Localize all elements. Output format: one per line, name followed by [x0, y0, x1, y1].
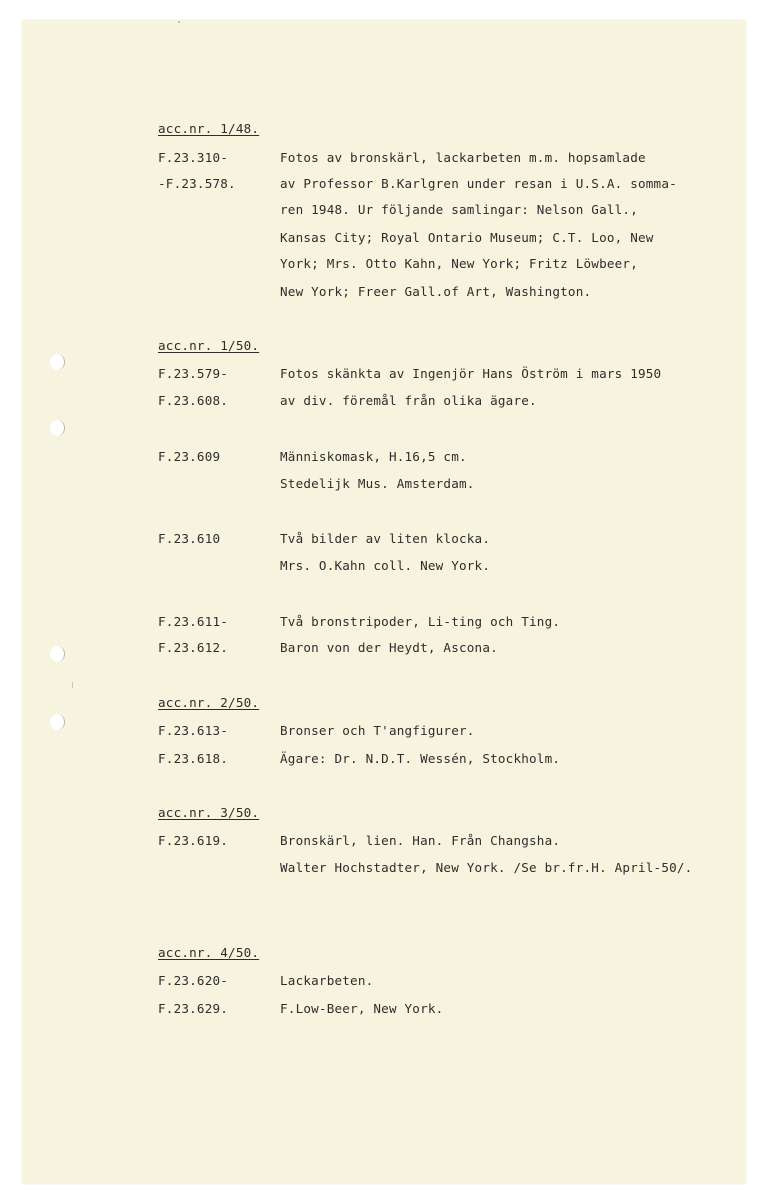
punch-hole — [50, 646, 65, 662]
description-line: ren 1948. Ur följande samlingar: Nelson Gall., — [280, 202, 638, 217]
paper-speck — [178, 21, 180, 23]
catalog-number: -F.23.578. — [158, 176, 236, 191]
catalog-number: F.23.611- — [158, 614, 229, 629]
description-line: av Professor B.Karlgren under resan i U.S.A. somma- — [280, 176, 677, 191]
description-line: Bronskärl, lien. Han. Från Changsha. — [280, 833, 561, 848]
accession-heading: acc.nr. 1/48. — [158, 121, 260, 136]
punch-hole — [50, 420, 65, 436]
description-line: New York; Freer Gall.of Art, Washington. — [280, 284, 592, 299]
description-line: Walter Hochstadter, New York. /Se br.fr.H. April-50/. — [280, 860, 693, 875]
description-line: York; Mrs. Otto Kahn, New York; Fritz Löwbeer, — [280, 256, 638, 271]
description-line: av div. föremål från olika ägare. — [280, 393, 537, 408]
description-line: Två bronstripoder, Li-ting och Ting. — [280, 614, 561, 629]
description-line: Fotos skänkta av Ingenjör Hans Öström i mars 1950 — [280, 366, 662, 381]
description-line: Bronser och T'angfigurer. — [280, 723, 475, 738]
description-line: Kansas City; Royal Ontario Museum; C.T. Loo, New — [280, 230, 654, 245]
accession-heading: acc.nr. 3/50. — [158, 805, 260, 820]
catalog-number: F.23.612. — [158, 640, 229, 655]
catalog-number: F.23.310- — [158, 150, 229, 165]
catalog-number: F.23.618. — [158, 751, 229, 766]
catalog-number: F.23.610 — [158, 531, 221, 546]
catalog-number: F.23.613- — [158, 723, 229, 738]
catalog-number: F.23.608. — [158, 393, 229, 408]
accession-heading: acc.nr. 1/50. — [158, 338, 260, 353]
description-line: Människomask, H.16,5 cm. — [280, 449, 467, 464]
description-line: Baron von der Heydt, Ascona. — [280, 640, 498, 655]
description-line: Stedelijk Mus. Amsterdam. — [280, 476, 475, 491]
catalog-number: F.23.609 — [158, 449, 221, 464]
document-page — [22, 20, 746, 1184]
accession-heading: acc.nr. 4/50. — [158, 945, 260, 960]
description-line: Ägare: Dr. N.D.T. Wessén, Stockholm. — [280, 751, 561, 766]
description-line: F.Low-Beer, New York. — [280, 1001, 444, 1016]
punch-hole — [50, 714, 65, 730]
accession-heading: acc.nr. 2/50. — [158, 695, 260, 710]
catalog-number: F.23.620- — [158, 973, 229, 988]
catalog-number: F.23.629. — [158, 1001, 229, 1016]
description-line: Lackarbeten. — [280, 973, 374, 988]
description-line: Fotos av bronskärl, lackarbeten m.m. hopsamlade — [280, 150, 646, 165]
paper-speck — [72, 682, 73, 688]
description-line: Två bilder av liten klocka. — [280, 531, 491, 546]
punch-hole — [50, 354, 65, 370]
catalog-number: F.23.619. — [158, 833, 229, 848]
catalog-number: F.23.579- — [158, 366, 229, 381]
description-line: Mrs. O.Kahn coll. New York. — [280, 558, 491, 573]
